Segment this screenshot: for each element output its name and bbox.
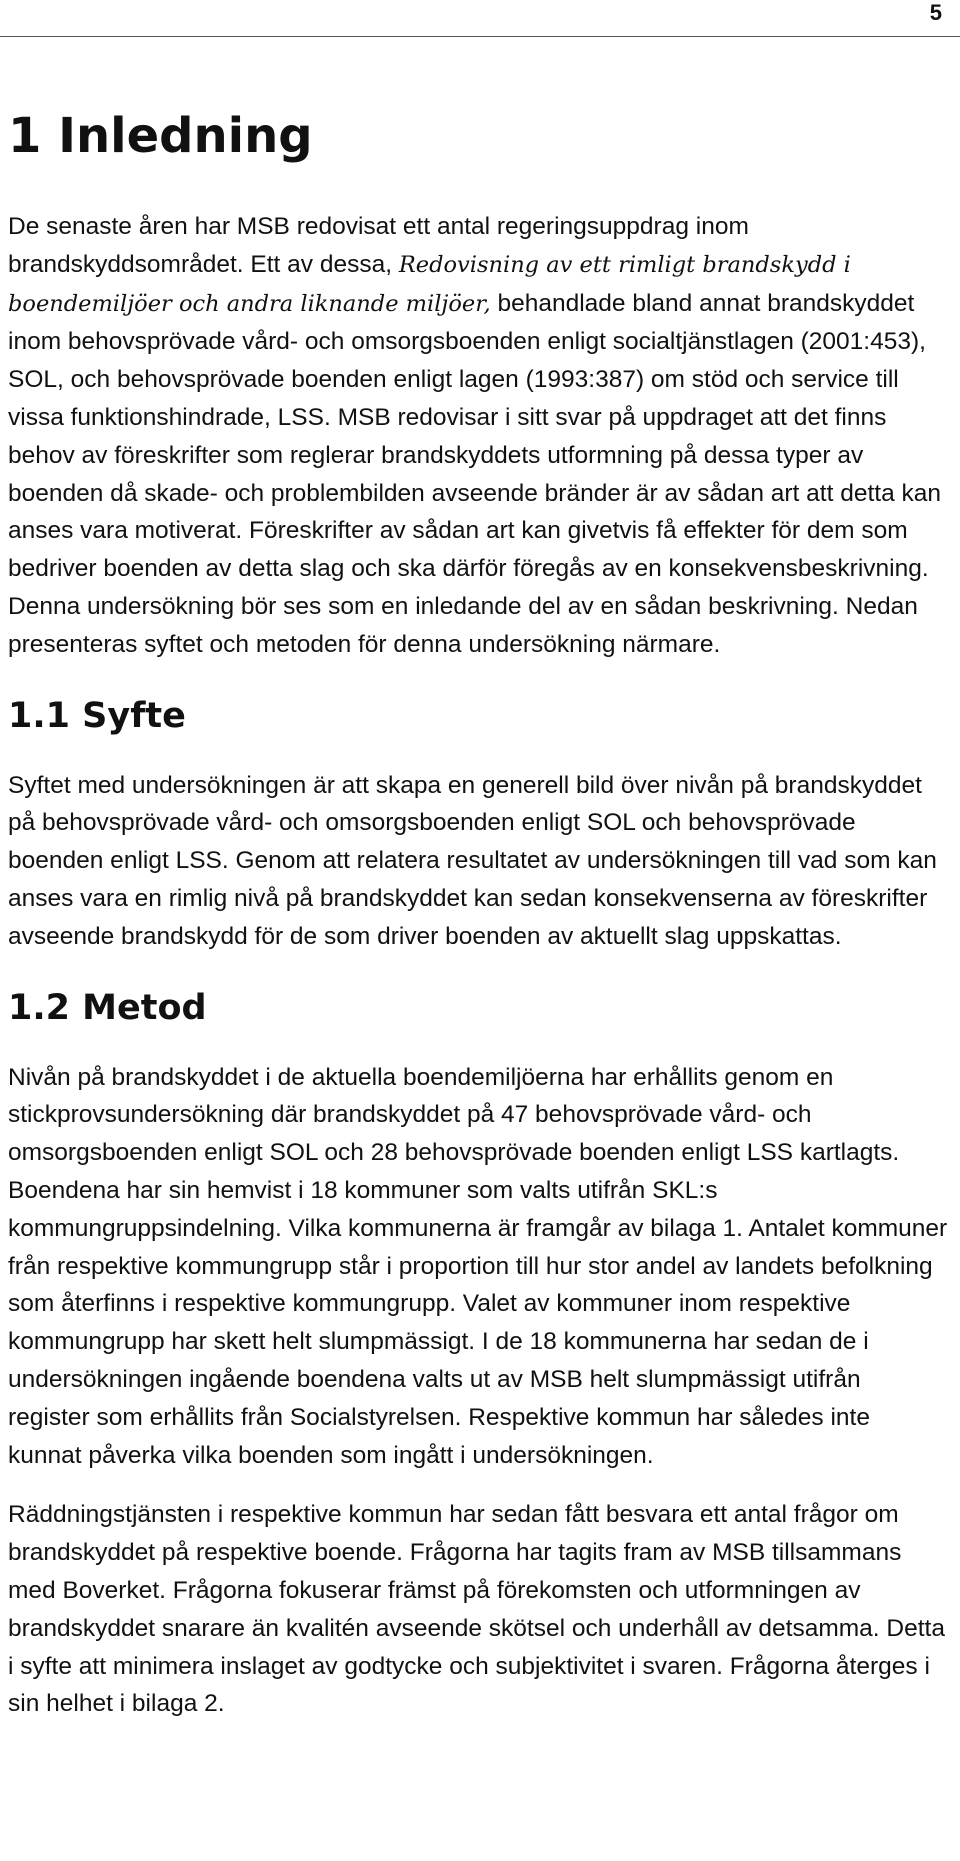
syfte-paragraph: Syftet med undersökningen är att skapa en generell bild över nivån på brandskyddet på behovsprövade vård- och omsorgsboenden enligt SOL och behovsprövade boenden enligt LSS. Genom att relatera resultatet av undersökningen till vad som kan anses vara en rimlig nivå på brandskyddet kan sedan konsekvenserna av föreskrifter avseende brandskydd för de som driver boenden av aktuellt slag uppskattas. <box>8 771 937 950</box>
intro-paragraph <box>8 208 948 664</box>
header-rule <box>0 36 960 37</box>
section-heading-metod: 1.2 Metod <box>8 987 207 1028</box>
paragraph-spacer <box>8 1474 948 1496</box>
metod-paragraph-1: Nivån på brandskyddet i de aktuella boendemiljöerna har erhållits genom en stickprovsundersökning där brandskyddet på 47 behovsprövade vård- och omsorgsboenden enligt SOL och 28 behovsprövade boenden enligt LSS kartlagts. Boendena har sin hemvist i 18 kommuner som valts utifrån SKL:s kommungruppsindelning. Vilka kommunerna är framgår av bilaga 1. Antalet kommuner från respektive kommungrupp står i proportion till hur stor andel av landets befolkning som återfinns i respektive kommungrupp. Valet av kommuner inom respektive kommungrupp har skett helt slumpmässigt. I de 18 kommunerna har sedan de i undersökningen ingående boendena valts ut av MSB helt slumpmässigt utifrån register som erhållits från Socialstyrelsen. Respektive kommun har således inte kunnat påverka vilka boenden som ingått i undersökningen. <box>8 1063 948 1469</box>
intro-text-start: De senaste åren har MSB redovisat ett antal regeringsuppdrag inom brandskyddsområdet. Ett av dessa, <box>8 213 749 278</box>
metod-paragraph-2: Räddningstjänsten i respektive kommun har sedan fått besvara ett antal frågor om brandskyddet på respektive boende. Frågorna har tagits fram av MSB tillsammans med Boverket. Frågorna fokuserar främst på förekomsten och utformningen av brandskyddet snarare än kvalitén avseende skötsel och underhåll av detsamma. Detta i syfte att minimera inslaget av godtycke och subjektivitet i svaren. Frågorna återges i sin helhet i bilaga 2. <box>8 1501 945 1718</box>
document-body <box>8 96 948 1723</box>
section-heading-syfte: 1.1 Syfte <box>8 695 186 736</box>
section-heading-inledning: 1 Inledning <box>8 108 313 164</box>
intro-text-end: behandlade bland annat brandskyddet inom behovsprövade vård- och omsorgsboenden enligt socialtjänstlagen (2001:453), SOL, och behovsprövade boenden enligt lagen (1993:387) om stöd och service till vissa funktionshindrade, LSS. MSB redovisar i sitt svar på uppdraget att det finns behov av föreskrifter som reglerar brandskyddets utformning på dessa typer av boenden då skade- och problembilden avseende bränder är av sådan art att detta kan anses vara motiverat. Föreskrifter av sådan art kan givetvis få effekter för dem som bedriver boenden av detta slag och ska därför föregås av en konsekvensbeskrivning. Denna undersökning bör ses som en inledande del av en sådan beskrivning. Nedan presenteras syftet och metoden för denna undersökning närmare. <box>8 289 941 658</box>
intro-report-title: Redovisning av ett rimligt brandskydd i boendemiljöer och andra liknande miljöer, <box>8 251 851 317</box>
page-number: 5 <box>929 0 942 25</box>
